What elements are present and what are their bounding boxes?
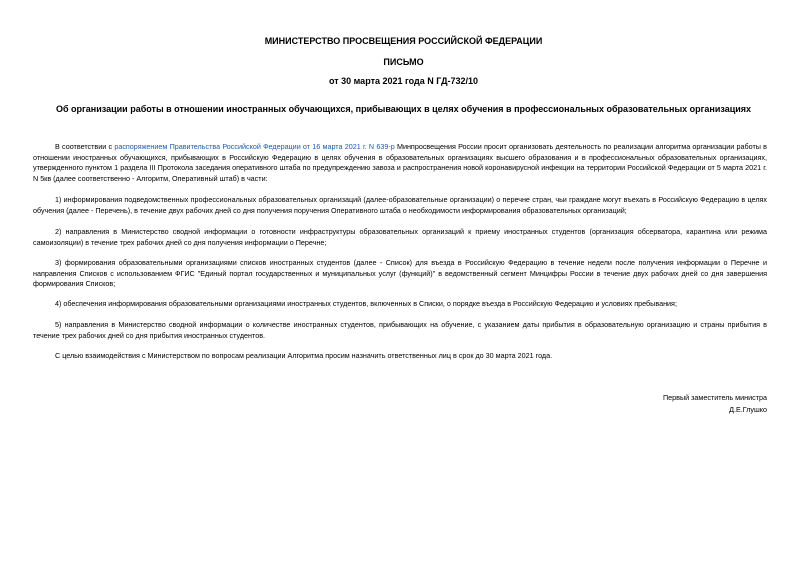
list-item-3: 3) формирования образовательными организациями списков иностранных студентов (далее - Список) для въезда в Российскую Федерацию в течение недели после получения информации о Перечне и направления Списков с использованием ФГИС "Единый портал государственных и муниципальных услуг (функций)" в ведомственный сегмент Минцифры России в течение двух рабочих дней со дня завершения формирования Списков; [33, 258, 767, 288]
intro-paragraph [33, 142, 767, 184]
document-date-number: от 30 марта 2021 года N ГД-732/10 [328, 76, 479, 86]
list-item-4: 4) обеспечения информирования образовательными организациями иностранных студентов, включенных в Списки, о порядке въезда в Российскую Федерацию и условиях пребывания; [55, 299, 677, 308]
document-type: ПИСЬМО [383, 57, 424, 67]
list-item-5: 5) направления в Министерство сводной информации о количестве иностранных студентов, прибывающих на обучение, с указанием даты прибытия в образовательную организацию и страны прибытия в течение трех рабочих дней со дня прибытия иностранных студентов. [33, 320, 767, 340]
intro-prefix: В соответствии с [55, 142, 115, 151]
intro-text: Минпросвещения России просит организовать деятельность по реализации алгоритма организации работы в отношении иностранных обучающихся, прибывающих в Российскую Федерацию в целях обучения в образовательных организациях высшего образования и в профессиональных образовательных организациях, утвержденного пунктом 1 раздела III Протокола заседания оперативного штаба по предупреждению завоза и распространения новой коронавирусной инфекции на территории Российской Федерации от 5 марта 2021 г. N 5кв (далее соответственно - Алгоритм, Оперативный штаб) в части: [33, 142, 767, 183]
signatory-name: Д.Е.Глушко [729, 405, 767, 414]
signatory-position: Первый заместитель министра [662, 393, 767, 402]
list-item-2: 2) направления в Министерство сводной информации о готовности инфраструктуры образовательных организаций к приему иностранных студентов (организация обсерватора, карантина или режима самоизоляции) в течение трех рабочих дней со дня получения информации о Перечне; [33, 227, 767, 247]
list-item-1: 1) информирования подведомственных профессиональных образовательных организаций (далее-образовательные организации) о перечне стран, чьи граждане могут въехать в Российскую Федерацию в целях обучения (далее - Перечень), в течение двух рабочих дней со дня получения поручения Оперативного штаба о необходимости информирования образовательных организаций; [33, 195, 767, 215]
decree-link[interactable]: распоряжением Правительства Российской Федерации от 16 марта 2021 г. N 639-р [114, 142, 395, 151]
closing-paragraph: С целью взаимодействия с Министерством по вопросам реализации Алгоритма просим назначить ответственных лиц в срок до 30 марта 2021 года. [55, 351, 553, 360]
ministry-title: МИНИСТЕРСТВО ПРОСВЕЩЕНИЯ РОССИЙСКОЙ ФЕДЕРАЦИИ [264, 36, 543, 46]
document-subject: Об организации работы в отношении иностранных обучающихся, прибывающих в целях обучения в профессиональных образовательных организациях [55, 104, 752, 114]
